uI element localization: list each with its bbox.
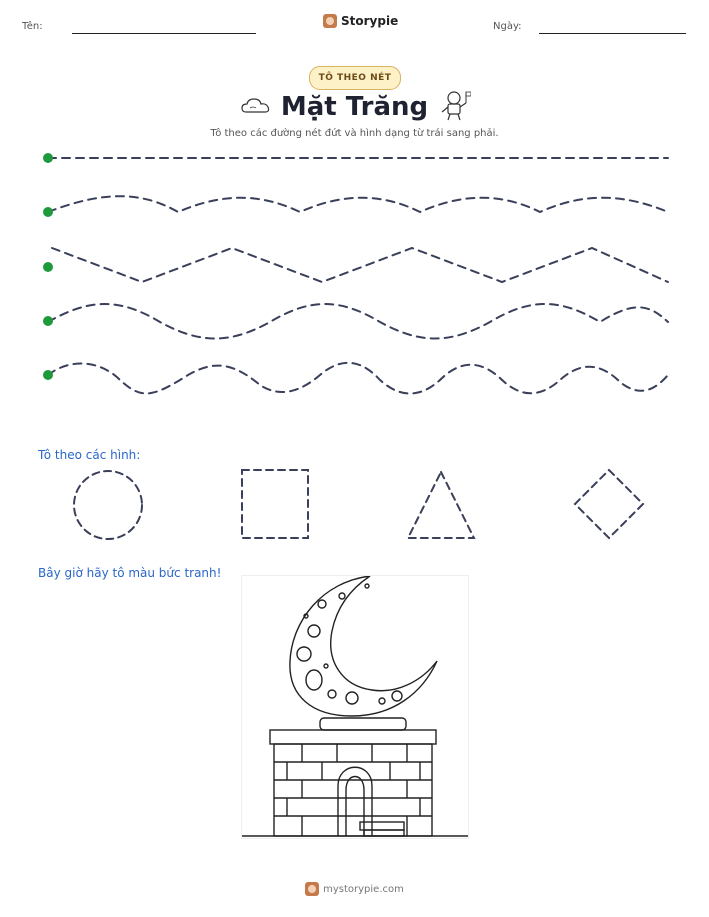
moon-statue-illustration (242, 576, 468, 838)
page-subtitle: Tô theo các đường nét đứt và hình dạng từ trái sang phải. (210, 128, 499, 139)
trace-line-zigzag (52, 248, 668, 282)
trace-square (242, 470, 308, 538)
page-title: Mặt Trăng (280, 92, 429, 122)
date-field[interactable] (539, 33, 686, 34)
astronaut-icon (437, 88, 471, 122)
trace-circle (74, 471, 142, 539)
doorway (338, 767, 372, 836)
tracing-shapes (0, 460, 709, 550)
trace-triangle (408, 472, 474, 538)
tower-body (274, 744, 432, 836)
moon-base (320, 718, 406, 730)
start-dot-3 (43, 262, 53, 272)
start-dot-2 (43, 207, 53, 217)
brand (323, 14, 398, 28)
crescent-moon (290, 576, 437, 716)
trace-diamond (575, 470, 643, 538)
start-dot-5 (43, 370, 53, 380)
date-label: Ngày: (493, 21, 522, 32)
trace-line-wave-2 (48, 304, 668, 339)
name-label: Tên: (22, 21, 43, 32)
category-badge: TÔ THEO NÉT (309, 66, 401, 90)
footer (0, 882, 709, 896)
tracing-lines (0, 140, 709, 400)
coloring-section-label: Bây giờ hãy tô màu bức tranh! (38, 566, 222, 580)
shapes-section-label: Tô theo các hình: (38, 448, 141, 462)
start-dot-4 (43, 316, 53, 326)
coloring-picture (241, 575, 469, 839)
storypie-logo-icon (305, 882, 319, 896)
cloud-icon (240, 96, 272, 116)
storypie-logo-icon (323, 14, 337, 28)
brand-name: Storypie (341, 14, 399, 28)
footer-url[interactable]: mystorypie.com (323, 883, 404, 895)
trace-line-wave-1 (48, 196, 668, 212)
name-field[interactable] (72, 33, 256, 34)
trace-line-wave-3 (48, 363, 668, 394)
start-dot-1 (43, 153, 53, 163)
